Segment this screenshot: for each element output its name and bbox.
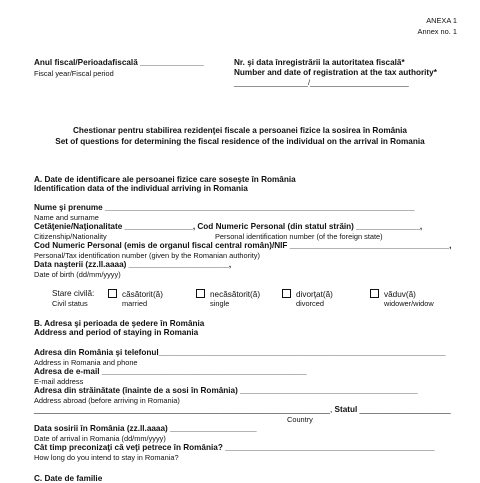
fiscal-year-label: Anul fiscal/Perioadafiscală ______________ (34, 58, 204, 67)
address-abroad-field[interactable]: Adresa din străinătate (înainte de a sosi în România) _______________________________________ (34, 386, 418, 395)
foreign-id-label-en: Personal identification number (of the foreign state) (215, 232, 383, 241)
registration-label: Nr. şi data înregistrării la autoritatea fiscală* (234, 58, 405, 67)
section-b-heading-en: Address and period of staying in Romania (34, 328, 199, 337)
citizenship-label-en: Citizenship/Nationality (34, 232, 107, 241)
married-label: căsătorit(ă) (122, 290, 163, 299)
cnp-field[interactable]: Cod Numeric Personal (emis de organul fiscal central român)/NIF ___________________________________, (34, 241, 452, 250)
married-label-en: married (122, 299, 148, 308)
birth-date-field[interactable]: Data naşterii (zz.ll.aaaa) ______________________, (34, 260, 232, 269)
annex-label-en: Annex no. 1 (417, 27, 457, 36)
civil-option-divorced[interactable] (282, 289, 333, 299)
country-label: Statul (334, 405, 358, 414)
section-b-heading: B. Adresa şi perioada de şedere în România (34, 319, 205, 328)
single-checkbox[interactable] (196, 289, 205, 298)
address-abroad-label-en: Address abroad (before arriving in Romania) (34, 396, 180, 405)
civil-option-single[interactable] (196, 289, 260, 299)
form-title-en: Set of questions for determining the fiscal residence of the individual on the arrival in Romania (55, 137, 425, 146)
widowed-checkbox[interactable] (370, 289, 379, 298)
birth-date-label-en: Date of birth (dd/mm/yyyy) (34, 270, 121, 279)
country-label-en: Country (287, 415, 313, 424)
stay-duration-field[interactable]: Cât timp preconizaţi că veţi petrece în România? ______________________________________________ (34, 443, 435, 452)
registration-label-en: Number and date of registration at the tax authority* (234, 68, 437, 77)
civil-status-label: Stare civilă: (52, 289, 95, 298)
civil-status-label-en: Civil status (52, 299, 88, 308)
email-label-en: E-mail address (34, 377, 84, 386)
form-title-ro: Chestionar pentru stabilirea rezidenţei fiscale a persoanei fizice la sosirea în România (73, 126, 407, 135)
civil-option-married[interactable] (108, 289, 163, 299)
single-label-en: single (210, 299, 230, 308)
divorced-label: divorţat(ă) (296, 290, 333, 299)
registration-field[interactable]: __________________/________________________ (234, 78, 409, 87)
divorced-checkbox[interactable] (282, 289, 291, 298)
section-c-heading: C. Date de familie (34, 474, 103, 483)
stay-duration-label-en: How long do you intend to stay in Romania? (34, 453, 179, 462)
widowed-label: văduv(ă) (384, 290, 416, 299)
married-checkbox[interactable] (108, 289, 117, 298)
arrival-date-label-en: Date of arrival in Romania (dd/mm/yyyy) (34, 434, 166, 443)
section-a-heading: A. Date de identificare ale persoanei fizice care soseşte în România (34, 175, 296, 184)
widowed-label-en: widower/widow (384, 299, 434, 308)
arrival-date-field[interactable]: Data sosirii în România (zz.ll.aaaa) ___________________ (34, 424, 257, 433)
address-abroad-continuation[interactable]: _________________________________________________________________, (34, 405, 335, 414)
divorced-label-en: divorced (296, 299, 324, 308)
name-field[interactable]: Nume şi prenume ____________________________________________________________________ (34, 203, 415, 212)
country-field[interactable] (34, 406, 451, 414)
address-romania-label-en: Address in Romania and phone (34, 358, 138, 367)
civil-option-widowed[interactable] (370, 289, 416, 299)
section-a-heading-en: Identification data of the individual arriving in Romania (34, 184, 248, 193)
name-label-en: Name and surname (34, 213, 99, 222)
email-field[interactable]: Adresa de e-mail _____________________________________________ (34, 367, 307, 376)
cnp-label-en: Personal/Tax identification number (given by the Romanian authority) (34, 251, 260, 260)
fiscal-year-label-en: Fiscal year/Fiscal period (34, 69, 114, 78)
address-romania-field[interactable]: Adresa din România şi telefonul_______________________________________________________________ (34, 348, 446, 357)
annex-label-ro: ANEXA 1 (426, 16, 457, 25)
single-label: necăsătorit(ă) (210, 290, 261, 299)
citizenship-field[interactable]: Cetăţenie/Naţionalitate _______________, Cod Numeric Personal (din statul străin) ______________, (34, 222, 423, 231)
country-input[interactable]: ____________________ (357, 405, 451, 414)
